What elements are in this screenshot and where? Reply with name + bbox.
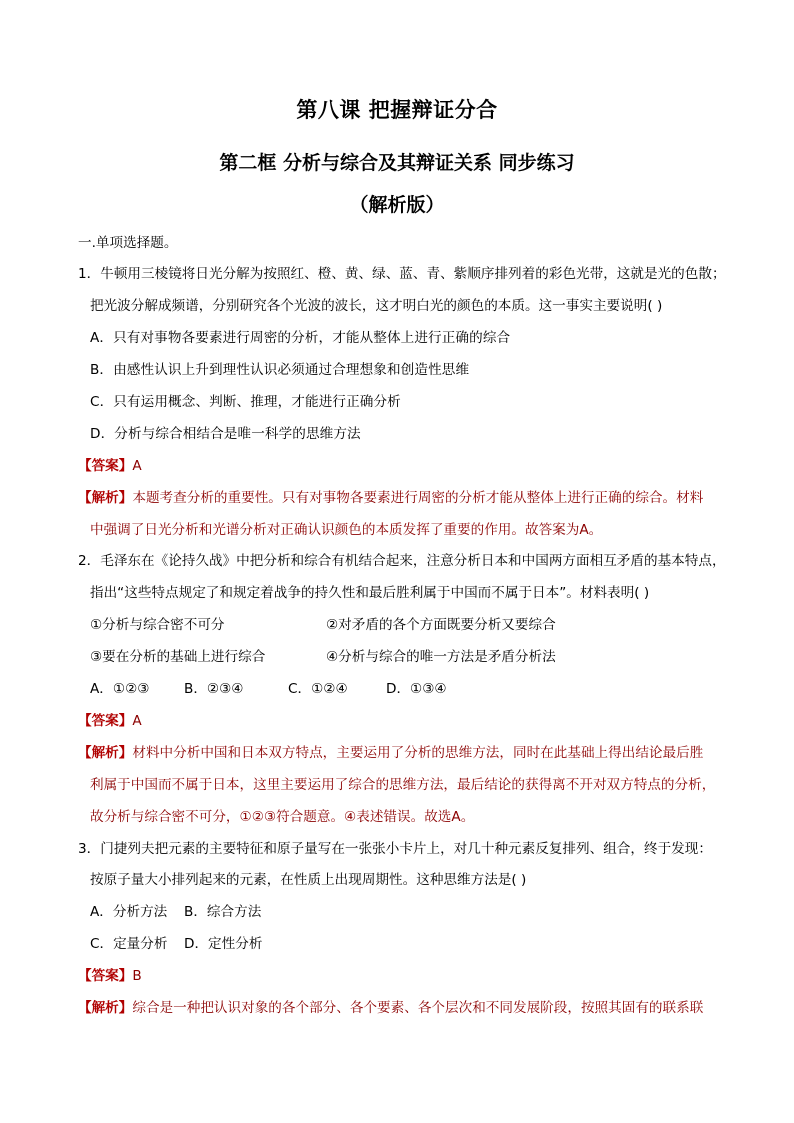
q1-answer-value: A [132, 458, 142, 474]
answer-tag: 【答案】 [78, 458, 133, 474]
q3-analysis-line-1 [78, 999, 703, 1017]
q2-item-3: ③要在分析的基础上进行综合 [90, 649, 266, 665]
q2-analysis-line-2: 利属于中国而不属于日本，这里主要运用了综合的思维方法，最后结论的获得离不开对双方特点的分析， [90, 777, 716, 793]
q2-analysis-line-1 [78, 744, 703, 762]
q2-option-b: B．②③④ [184, 681, 244, 697]
q3-stem-line-1: 3．门捷列夫把元素的主要特征和原子量写在一张张小卡片上，对几十种元素反复排列、组合，终于发现： [78, 841, 712, 857]
q1-analysis-line-2: 中强调了日光分析和光谱分析对正确认识颜色的本质发挥了重要的作用。故答案为A。 [90, 522, 603, 538]
q1-option-a: A．只有对事物各要素进行周密的分析，才能从整体上进行正确的综合 [90, 330, 511, 346]
section-subtitle: 第二框 分析与综合及其辩证关系 同步练习 [219, 152, 575, 174]
lesson-title: 第八课 把握辩证分合 [296, 97, 498, 122]
q1-option-d: D．分析与综合相结合是唯一科学的思维方法 [90, 426, 361, 442]
q2-option-a: A．①②③ [90, 681, 150, 697]
q3-option-b: B．综合方法 [184, 904, 262, 920]
q3-stem-line-2: 按原子量大小排列起来的元素，在性质上出现周期性。这种思维方法是( ) [90, 872, 527, 888]
q3-option-d: D．定性分析 [184, 936, 263, 952]
q2-answer-value: A [132, 713, 142, 729]
q2-answer [78, 712, 142, 730]
q2-option-c: C．①②④ [288, 681, 348, 697]
analysis-tag: 【解析】 [78, 490, 133, 506]
q3-option-c: C．定量分析 [90, 936, 168, 952]
q2-item-2: ②对矛盾的各个方面既要分析又要综合 [326, 617, 556, 633]
q1-stem-line-1: 1．牛顿用三棱镜将日光分解为按照红、橙、黄、绿、蓝、青、紫顺序排列着的彩色光带，这就是光的色散； [78, 266, 726, 282]
q1-option-c: C．只有运用概念、判断、推理，才能进行正确分析 [90, 394, 401, 410]
version-label: （解析版） [349, 194, 445, 216]
answer-tag: 【答案】 [78, 968, 133, 984]
q2-item-1: ①分析与综合密不可分 [90, 617, 225, 633]
q3-analysis-text-1: 综合是一种把认识对象的各个部分、各个要素、各个层次和不同发展阶段，按照其固有的联系联 [132, 1000, 704, 1016]
answer-tag: 【答案】 [78, 713, 133, 729]
q1-stem-line-2: 把光波分解成频谱，分别研究各个光波的波长，这才明白光的颜色的本质。这一事实主要说明( ) [90, 298, 663, 314]
section-heading: 一.单项选择题。 [78, 235, 178, 251]
q1-option-b: B．由感性认识上升到理性认识必须通过合理想象和创造性思维 [90, 362, 470, 378]
q1-analysis-line-1 [78, 489, 703, 507]
q2-analysis-line-3: 故分析与综合密不可分，①②③符合题意。④表述错误。故选A。 [90, 809, 475, 825]
q3-option-a: A．分析方法 [90, 904, 168, 920]
q1-analysis-text-1: 本题考查分析的重要性。只有对事物各要素进行周密的分析才能从整体上进行正确的综合。材料 [132, 490, 704, 506]
q2-option-d: D．①③④ [386, 681, 447, 697]
q2-item-4: ④分析与综合的唯一方法是矛盾分析法 [326, 649, 556, 665]
q3-answer [78, 967, 142, 985]
q2-stem-line-2: 指出“这些特点规定了和规定着战争的持久性和最后胜利属于中国而不属于日本”。材料表明( ) [90, 585, 650, 601]
analysis-tag: 【解析】 [78, 1000, 133, 1016]
q2-stem-line-1: 2．毛泽东在《论持久战》中把分析和综合有机结合起来，注意分析日本和中国两方面相互矛盾的基本特点， [78, 553, 726, 569]
q2-analysis-text-1: 材料中分析中国和日本双方特点，主要运用了分析的思维方法，同时在此基础上得出结论最后胜 [132, 745, 704, 761]
analysis-tag: 【解析】 [78, 745, 133, 761]
q3-answer-value: B [132, 968, 142, 984]
q1-answer [78, 457, 142, 475]
